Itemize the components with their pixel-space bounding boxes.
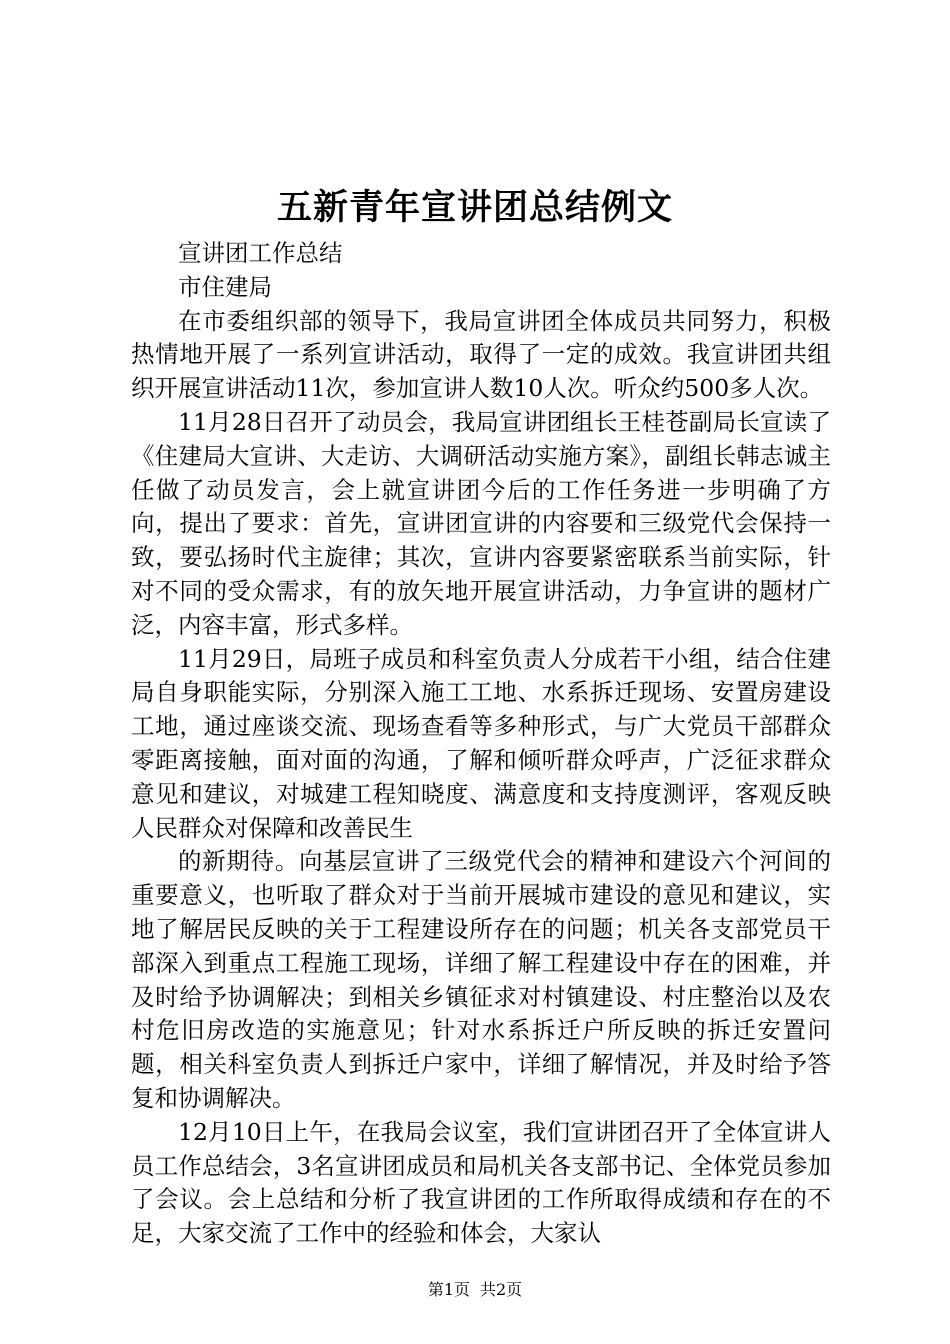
page-number-current: 第1页 (427, 1280, 470, 1299)
page-number-total: 共2页 (480, 1280, 523, 1299)
department-line: 市住建局 (178, 272, 272, 301)
paragraph: 的新期待。向基层宣讲了三级党代会的精神和建设六个河间的重要意义，也听取了群众对于当前开展城市建设的意见和建议，实地了解居民反映的关于工程建设所存在的问题；机关各支部党员干部深入到重点工程施工现场，详细了解工程建设中存在的困难，并及时给予协调解决；到相关乡镇征求对村镇建设、村庄整治以及农村危旧房改造的实施意见；针对水系拆迁户所反映的拆迁安置问题，相关科室负责人到拆迁户家中，详细了解情况，并及时给予答复和协调解决。 (131, 847, 831, 1112)
page-footer (0, 1278, 950, 1302)
section-heading: 宣讲团工作总结 (178, 239, 343, 267)
document-title: 五新青年宣讲团总结例文 (276, 187, 673, 228)
document-body (131, 237, 831, 1251)
paragraph: 11月28日召开了动员会，我局宣讲团组长王桂苍副局长宣读了《住建局大宣讲、大走访、大调研活动实施方案》，副组长韩志诚主任做了动员发言，会上就宣讲团今后的工作任务进一步明确了方向，提出了要求：首先，宣讲团宣讲的内容要和三级党代会保持一致，要弘扬时代主旋律；其次，宣讲内容要紧密联系当前实际，针对不同的受众需求，有的放矢地开展宣讲活动，力争宣讲的题材广泛，内容丰富，形式多样。 (131, 407, 831, 639)
paragraph: 在市委组织部的领导下，我局宣讲团全体成员共同努力，积极热情地开展了一系列宣讲活动，取得了一定的成效。我宣讲团共组织开展宣讲活动11次，参加宣讲人数10人次。听众约500多人次。 (131, 306, 831, 403)
paragraph: 11月29日，局班子成员和科室负责人分成若干小组，结合住建局自身职能实际，分别深入施工工地、水系拆迁现场、安置房建设工地，通过座谈交流、现场查看等多种形式，与广大党员干部群众零距离接触，面对面的沟通，了解和倾听群众呼声，广泛征求群众意见和建议，对城建工程知晓度、满意度和支持度测评，客观反映人民群众对保障和改善民生 (131, 644, 831, 842)
paragraph: 12月10日上午，在我局会议室，我们宣讲团召开了全体宣讲人员工作总结会，3名宣讲团成员和局机关各支部书记、全体党员参加了会议。会上总结和分析了我宣讲团的工作所取得成绩和存在的不足，大家交流了工作中的经验和体会，大家认 (131, 1117, 831, 1248)
